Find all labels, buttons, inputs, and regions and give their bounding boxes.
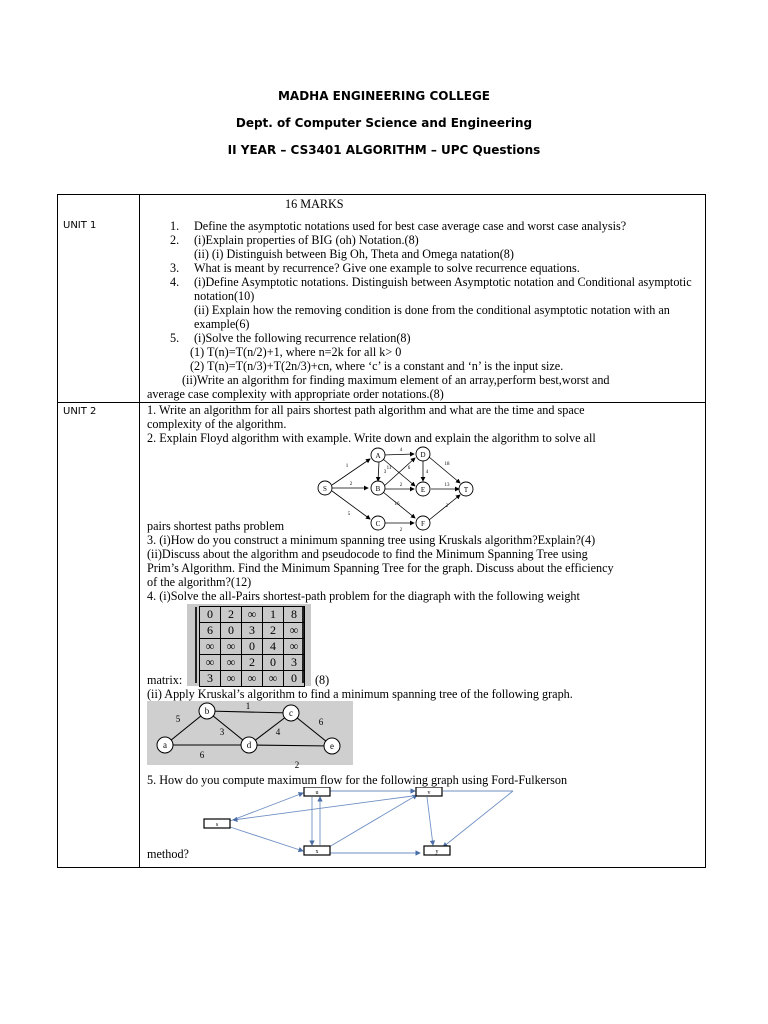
edge-weight: 3 — [383, 470, 387, 475]
kruskal-graph-diagram — [147, 701, 353, 771]
graph-node-label: C — [375, 520, 381, 528]
graph-node-label: B — [375, 485, 381, 493]
unit1-question: 1. Define the asymptotic notations used for best case average case and worst case analysis? — [170, 219, 627, 233]
unit2-q2-end: pairs shortest paths problem — [147, 519, 285, 533]
graph-node-label: D — [420, 451, 426, 459]
matrix-cell: 4 — [263, 639, 284, 655]
edge-weight: 5 — [175, 714, 181, 724]
unit2-q4b: (ii) Apply Kruskal’s algorithm to find a minimum spanning tree of the following graph. — [147, 687, 573, 701]
matrix-cell: ∞ — [263, 671, 284, 687]
unit1-row — [58, 195, 706, 403]
weight-matrix — [187, 604, 311, 686]
graph-node-label: d — [246, 740, 252, 750]
edge-weight: 4 — [275, 727, 281, 737]
matrix-cell: 2 — [221, 607, 242, 623]
course-title: II YEAR – CS3401 ALGORITHM – UPC Questions — [227, 143, 541, 157]
floyd-graph-diagram — [297, 445, 487, 533]
edge-weight: 1 — [245, 701, 251, 711]
matrix-grid — [199, 606, 305, 687]
edge-weight: 2 — [399, 483, 403, 488]
graph-node-label: F — [421, 520, 425, 528]
floyd-graph-figure — [147, 445, 705, 533]
matrix-cell: 3 — [200, 671, 221, 687]
edge-weight: 11 — [386, 466, 392, 471]
graph-node-label: b — [204, 706, 210, 716]
graph-node-label: a — [163, 740, 167, 750]
edge-weight: 5 — [347, 512, 351, 517]
graph-node-label: x — [315, 849, 319, 855]
edge-weight: 13 — [444, 483, 450, 488]
edge-weight: 2 — [294, 760, 300, 770]
unit2-q5: 5. How do you compute maximum flow for the following graph using Ford-Fulkerson — [147, 773, 568, 787]
college-name: MADHA ENGINEERING COLLEGE — [277, 89, 490, 103]
kruskal-graph-figure — [147, 701, 705, 771]
matrix-row — [200, 655, 305, 671]
matrix-row — [200, 639, 305, 655]
matrix-cell: ∞ — [242, 607, 263, 623]
edge-weight: 3 — [219, 727, 225, 737]
questions-table — [57, 194, 706, 868]
matrix-cell: ∞ — [200, 639, 221, 655]
unit1-question: 3. What is meant by recurrence? Give one example to solve recurrence equations. — [170, 261, 580, 275]
matrix-cell: 0 — [263, 655, 284, 671]
unit2-q2: 2. Explain Floyd algorithm with example. Write down and explain the algorithm to solve all — [147, 431, 596, 445]
graph-node-label: T — [463, 486, 469, 494]
graph-node-label: e — [330, 741, 334, 751]
matrix-cell: ∞ — [284, 623, 305, 639]
unit2-q3b: (ii)Discuss about the algorithm and pseudocode to find the Minimum Spanning Tree using Prim’s Algorithm. Find the Minimum Spanning Tree for the graph. Discuss about the efficiency of the algorithm?(12) — [147, 547, 614, 589]
unit1-questions — [140, 195, 705, 402]
matrix-cell: 0 — [284, 671, 305, 687]
weight-matrix-figure — [147, 603, 705, 687]
unit1-question: 4. (i)Define Asymptotic notations. Distinguish between Asymptotic notation and Conditional asymptotic notation(10) (ii) Explain how the removing condition is done from the conditional asymptotic notation with an example(6) — [170, 275, 692, 331]
matrix-row — [200, 671, 305, 687]
graph-node-label: A — [375, 452, 381, 460]
matrix-row — [200, 623, 305, 639]
edge-weight: 18 — [444, 462, 450, 467]
matrix-cell: ∞ — [284, 639, 305, 655]
matrix-cell: 1 — [263, 607, 284, 623]
matrix-cell: 8 — [284, 607, 305, 623]
edge-weight: 2 — [445, 504, 449, 509]
marks-label: 16 MARKS — [285, 197, 344, 211]
graph-node-label: E — [420, 486, 426, 494]
matrix-cell: 0 — [200, 607, 221, 623]
unit2-q4: 4. (i)Solve the all-Pairs shortest-path problem for the diagraph with the following weight — [147, 589, 580, 603]
matrix-cell: 2 — [263, 623, 284, 639]
graph-node-label: S — [323, 485, 327, 493]
q5-line: (1) T(n)=T(n/2)+1, where n=2k for all k> 0 — [190, 345, 402, 359]
edge-weight: 2 — [349, 482, 353, 487]
q5-line: (2) T(n)=T(n/3)+T(2n/3)+cn, where ‘c’ is a constant and ‘n’ is the input size. — [190, 359, 564, 373]
matrix-cell: ∞ — [221, 655, 242, 671]
edge-weight: 1 — [345, 464, 349, 469]
unit2-questions — [140, 403, 705, 865]
graph-node-label: u — [315, 790, 319, 796]
unit1-label: UNIT 1 — [63, 220, 97, 231]
edge-weight: 4 — [399, 448, 403, 453]
edge-weight: 4 — [425, 470, 429, 475]
matrix-bracket-left — [195, 607, 197, 683]
matrix-cell: 3 — [284, 655, 305, 671]
unit2-q5-end: method? — [147, 847, 189, 861]
matrix-cell: ∞ — [221, 671, 242, 687]
flow-graph-figure — [147, 787, 705, 865]
flow-graph-diagram — [195, 787, 525, 865]
graph-node-label: v — [427, 790, 431, 796]
matrix-cell: ∞ — [221, 639, 242, 655]
unit1-question-list — [140, 219, 705, 401]
department-title: Dept. of Computer Science and Engineering — [235, 116, 533, 130]
matrix-cell: 0 — [242, 639, 263, 655]
matrix-cell: 0 — [221, 623, 242, 639]
matrix-cell: 2 — [242, 655, 263, 671]
q5-line: average case complexity with appropriate order notations.(8) — [147, 387, 444, 401]
graph-node-label: y — [435, 849, 439, 855]
matrix-marks: (8) — [315, 673, 330, 687]
unit1-question: 2. (i)Explain properties of BIG (oh) Notation.(8) (ii) (i) Distinguish between Big Oh, Theta and Omega natation(8) — [170, 233, 514, 261]
unit2-q3: 3. (i)How do you construct a minimum spanning tree using Kruskals algorithm?Explain?(4) — [147, 533, 596, 547]
matrix-cell: 6 — [200, 623, 221, 639]
unit2-q1: 1. Write an algorithm for all pairs shortest path algorithm and what are the time and space complexity of the algorithm. — [147, 403, 585, 431]
graph-node-label: s — [215, 822, 219, 828]
matrix-row — [200, 607, 305, 623]
edge-weight: 16 — [394, 502, 400, 507]
unit1-question: 5. (i)Solve the following recurrence relation(8) — [170, 331, 411, 345]
unit2-label: UNIT 2 — [63, 406, 97, 417]
graph-node-label: c — [289, 708, 293, 718]
matrix-cell: ∞ — [242, 671, 263, 687]
edge-weight: 6 — [407, 466, 411, 471]
edge-weight: 6 — [318, 717, 324, 727]
matrix-cell: 3 — [242, 623, 263, 639]
edge-weight: 2 — [399, 528, 403, 533]
matrix-cell: ∞ — [200, 655, 221, 671]
q5-line: (ii)Write an algorithm for finding maximum element of an array,perform best,worst and — [182, 373, 610, 387]
matrix-label: matrix: — [147, 673, 183, 687]
unit2-row — [58, 403, 706, 868]
edge-weight: 6 — [199, 750, 205, 760]
